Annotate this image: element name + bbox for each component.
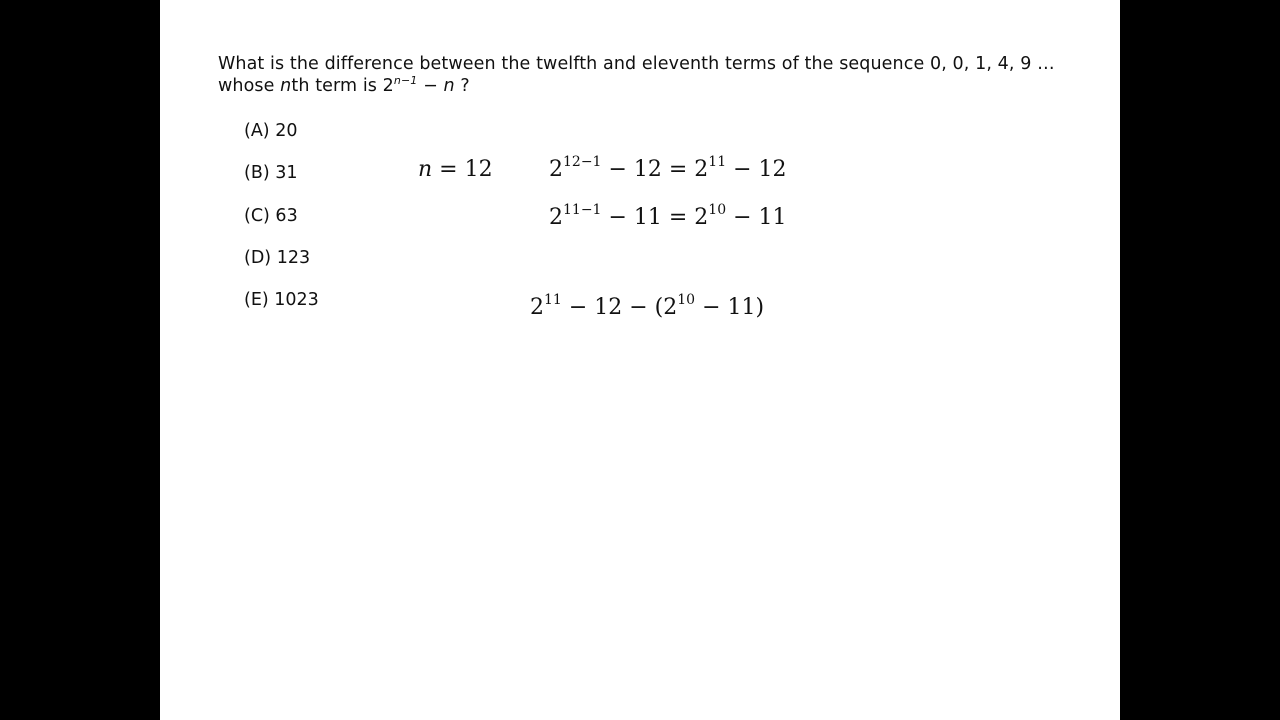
question-mid: th term is 2 [291, 76, 394, 96]
exponent: 10 [708, 202, 727, 218]
n-var: n [418, 157, 433, 182]
exponent: 11 [544, 292, 562, 308]
question-text [218, 53, 1058, 97]
exponent: 12−1 [563, 154, 602, 170]
tail: − 11) [695, 295, 765, 320]
work-line-3 [530, 292, 765, 320]
exponent: 11 [708, 154, 727, 170]
middle: − 12 − (2 [561, 295, 678, 320]
choice-e: (E) 1023 [244, 290, 319, 310]
choice-b: (B) 31 [244, 163, 298, 183]
choice-d: (D) 123 [244, 248, 311, 268]
choice-a: (A) 20 [244, 121, 298, 141]
work-line-2 [549, 202, 787, 230]
exponent: 10 [677, 292, 696, 308]
slide-page [160, 0, 1120, 720]
work-line-1 [549, 154, 787, 182]
question-end: ? [454, 76, 470, 96]
choice-c: (C) 63 [244, 206, 298, 226]
n-assignment [418, 157, 493, 182]
n-variable: n [280, 76, 292, 96]
base: 2 [549, 205, 563, 230]
exponent: n−1 [393, 74, 418, 87]
exponent: 11−1 [563, 202, 602, 218]
n-variable: n [443, 76, 455, 96]
tail: − 11 [726, 205, 787, 230]
middle: − 11 = 2 [601, 205, 709, 230]
middle: − 12 = 2 [601, 157, 709, 182]
base: 2 [530, 295, 544, 320]
n-value: = 12 [432, 157, 493, 182]
minus: − [417, 76, 444, 96]
base: 2 [549, 157, 563, 182]
tail: − 12 [726, 157, 787, 182]
question-lead: What is the difference between the twelfth and eleventh terms of the sequence 0, 0, 1, 4, 9 … whose [218, 54, 1055, 96]
